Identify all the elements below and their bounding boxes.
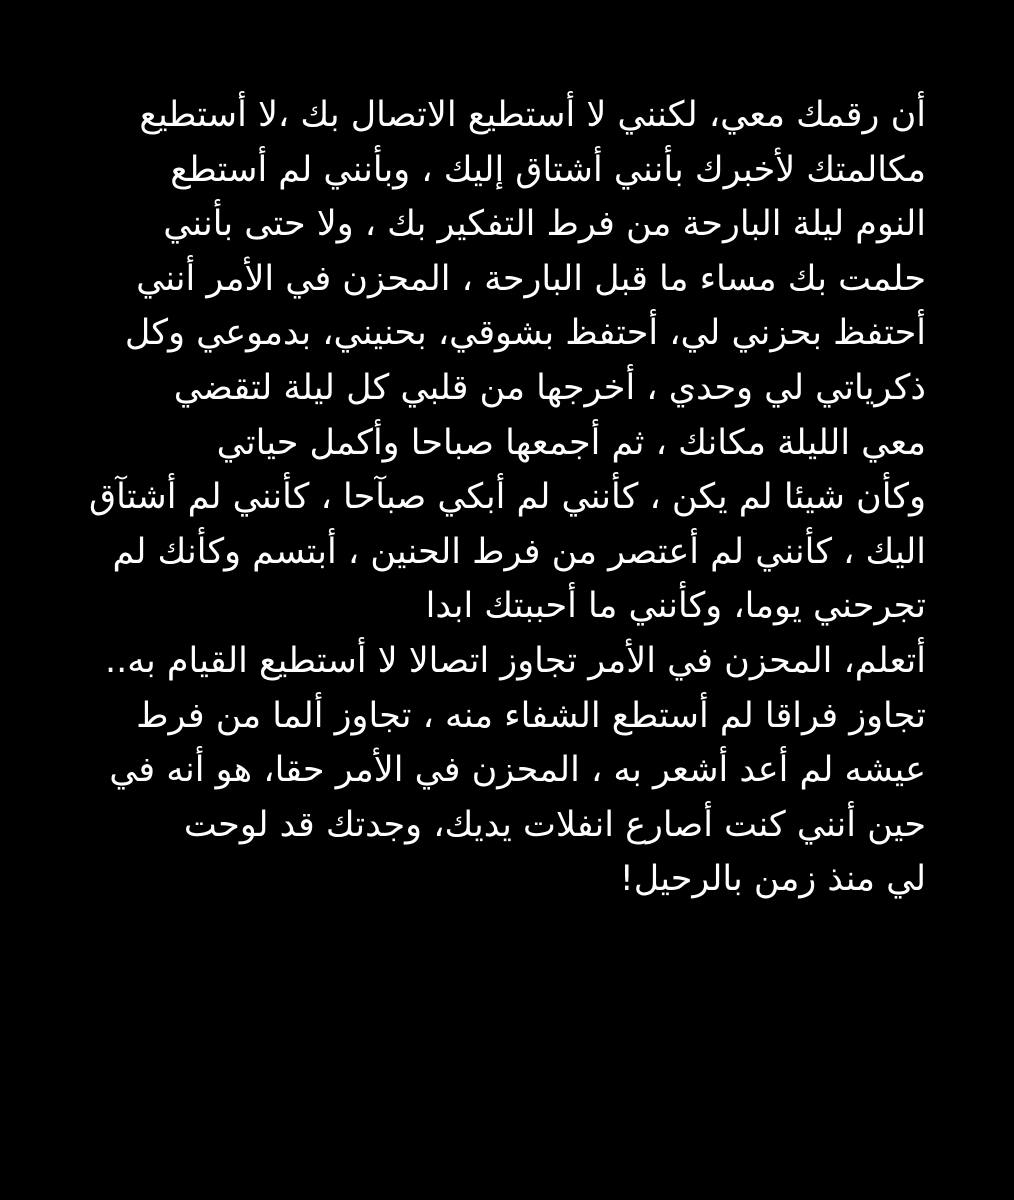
- text-line: لي منذ زمن بالرحيل!: [619, 859, 926, 900]
- text-line: أن رقمك معي، لكنني لا أستطيع الاتصال بك ،لا أستطيع: [139, 95, 926, 135]
- text-line: عيشه لم أعد أشعر به ، المحزن في الأمر حقا، هو أنه في: [109, 750, 926, 791]
- text-line: مكالمتك لأخبرك بأنني أشتاق إليك ، وبأنني لم أستطع: [170, 149, 926, 190]
- text-line: وكأن شيئا لم يكن ، كأنني لم أبكي صبآحا ، كأنني لم أشتآق: [89, 477, 926, 518]
- text-line: أتعلم، المحزن في الأمر تجاوز اتصالا لا أستطيع القيام به..: [105, 640, 926, 681]
- text-line: معي الليلة مكانك ، ثم أجمعها صباحا وأكمل حياتي: [216, 422, 926, 463]
- text-line: حين أنني كنت أصارع انفلات يديك، وجدتك قد لوحت: [183, 804, 926, 845]
- text-line: أحتفظ بحزني لي، أحتفظ بشوقي، بحنيني، بدموعي وكل: [124, 313, 926, 354]
- text-line: تجاوز فراقا لم أستطع الشفاء منه ، تجاوز ألما من فرط: [136, 695, 926, 736]
- text-line: تجرحني يوما، وكأنني ما أحببتك ابدا: [425, 586, 926, 627]
- arabic-text-block: [76, 88, 926, 907]
- text-line: النوم ليلة البارحة من فرط التفكير بك ، ولا حتى بأنني: [163, 204, 926, 245]
- text-line: حلمت بك مساء ما قبل البارحة ، المحزن في الأمر أنني: [136, 258, 926, 299]
- text-line: اليك ، كأنني لم أعتصر من فرط الحنين ، أبتسم وكأنك لم: [112, 531, 926, 572]
- text-line: ذكرياتي لي وحدي ، أخرجها من قلبي كل ليلة لتقضي: [173, 367, 926, 408]
